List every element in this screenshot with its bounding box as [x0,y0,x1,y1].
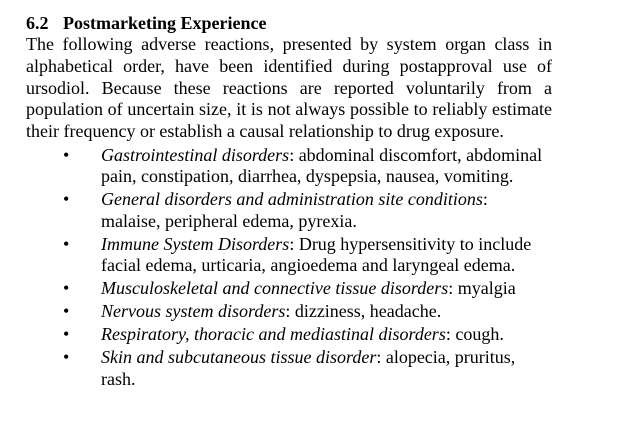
bullet-icon: • [63,347,70,368]
reaction-text: : Drug hypersensitivity to include facial edema, urticaria, angioedema and laryngeal edema. [101,233,532,276]
organ-class-label: Gastrointestinal disorders [101,144,290,165]
document-page [26,12,552,392]
list-item [26,145,546,188]
list-item [26,189,546,232]
organ-class-label: Skin and subcutaneous tissue disorder [101,347,377,368]
list-item [26,234,546,277]
bullet-icon: • [63,301,70,322]
bullet-icon: • [63,144,70,165]
list-item [26,347,546,390]
reaction-text: : malaise, peripheral edema, pyrexia. [101,189,488,231]
organ-class-label: General disorders and administration site conditions [101,189,483,210]
reaction-text: : myalgia [448,278,516,299]
bullet-icon: • [63,189,70,210]
section-title: Postmarketing Experience [63,13,267,33]
reaction-text: : cough. [445,324,504,345]
adverse-reactions-list [26,145,552,391]
list-item [26,324,546,346]
reaction-text: : alopecia, pruritus, rash. [101,347,516,389]
bullet-icon: • [63,233,70,254]
reaction-text: : abdominal discomfort, abdominal pain, constipation, diarrhea, dyspepsia, nausea, vomiting. [101,144,543,187]
bullet-icon: • [63,278,70,299]
organ-class-label: Musculoskeletal and connective tissue disorders [101,278,449,299]
bullet-icon: • [63,324,70,345]
organ-class-label: Nervous system disorders [101,301,286,322]
list-item [26,301,546,323]
section-heading [26,12,552,34]
section-intro-paragraph: The following adverse reactions, presented by system organ class in alphabetical order, have been identified during postapproval use of ursodiol. Because these reactions are reported voluntarily from a population of uncertain size, it is not always possible to reliably estimate their frequency or establish a causal relationship to drug exposure. [26,34,552,142]
list-item [26,278,546,300]
organ-class-label: Respiratory, thoracic and mediastinal disorders [101,324,446,345]
organ-class-label: Immune System Disorders [101,233,290,254]
reaction-text: : dizziness, headache. [285,301,442,322]
section-number: 6.2 [26,13,49,33]
